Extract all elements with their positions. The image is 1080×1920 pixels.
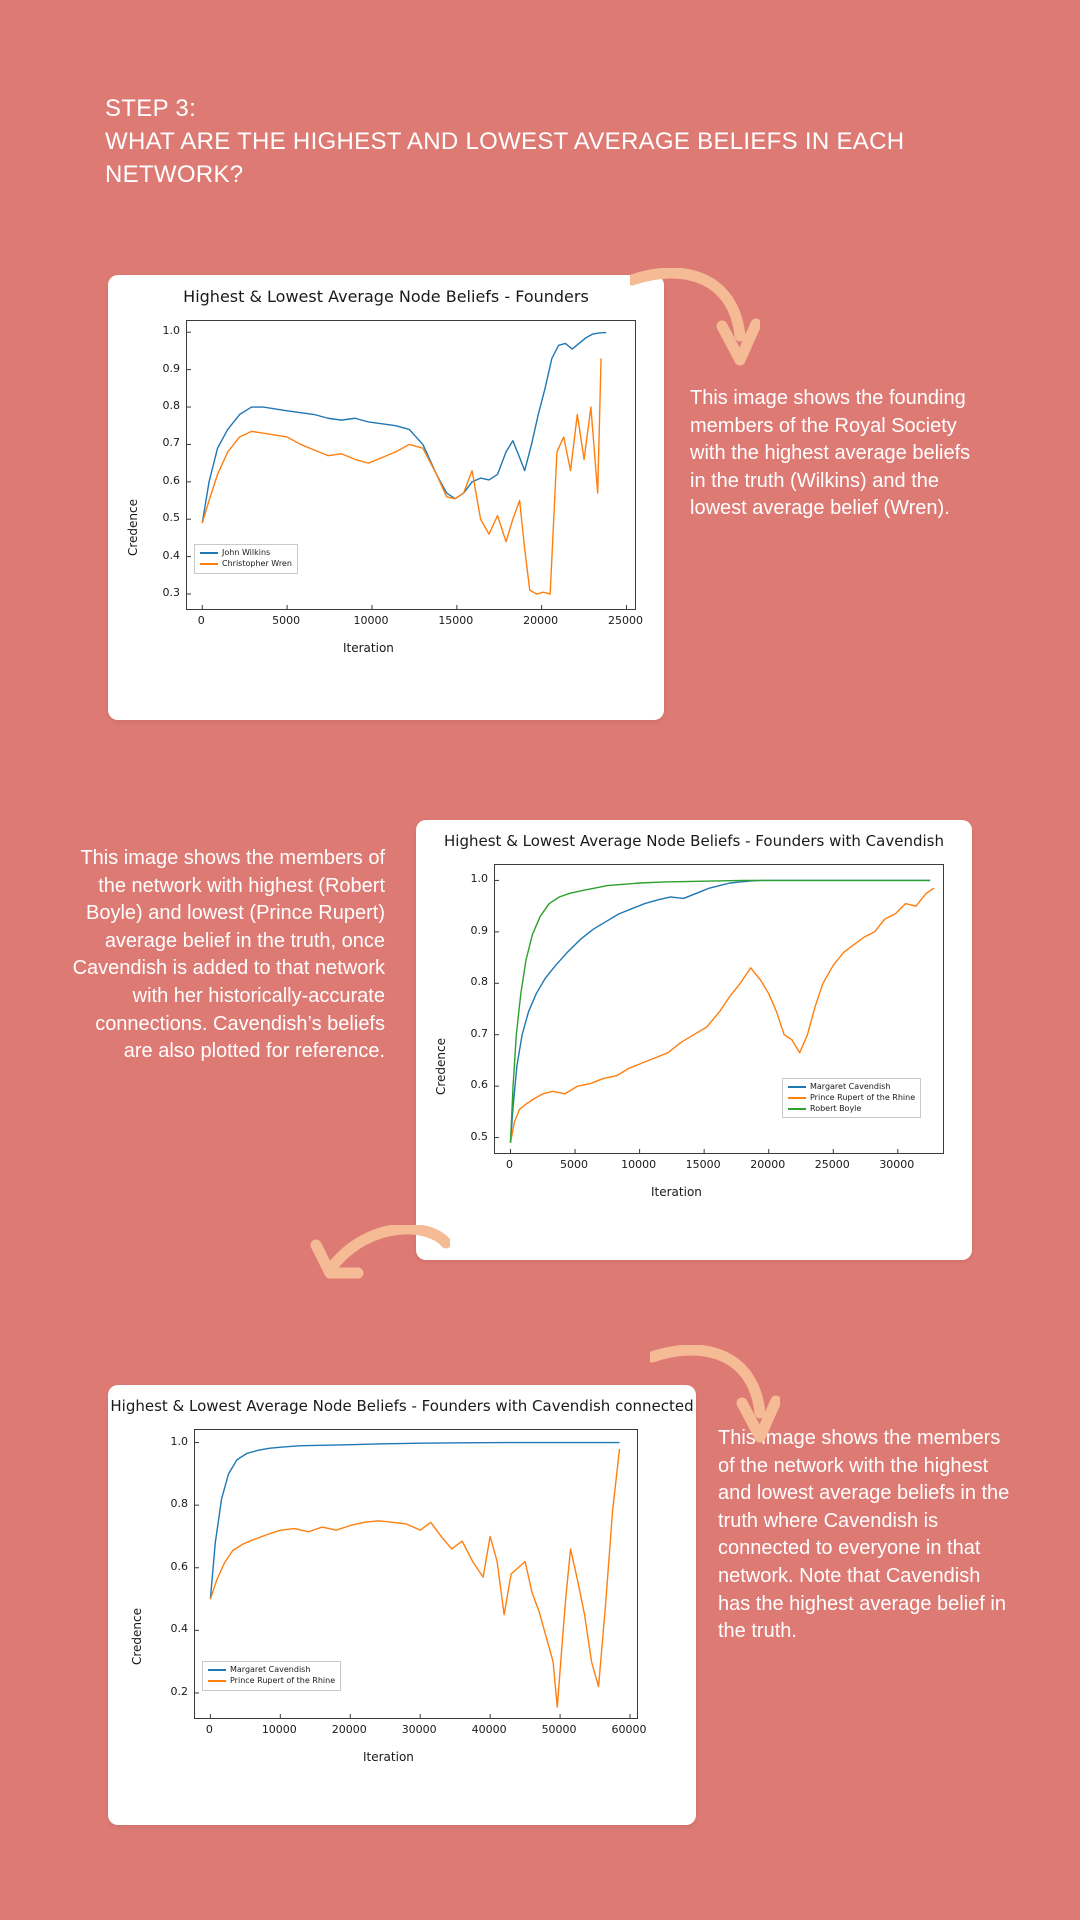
x-tick-label: 20000 — [750, 1158, 786, 1171]
chart-card-cavendish-connected — [108, 1385, 696, 1825]
legend-1 — [194, 544, 298, 574]
legend-label: Robert Boyle — [810, 1103, 862, 1113]
x-tick-label: 10000 — [353, 614, 389, 627]
x-tick-label: 0 — [505, 1158, 513, 1171]
x-tick-label: 5000 — [560, 1158, 589, 1171]
plot-area-1 — [108, 306, 664, 715]
y-tick-label: 0.7 — [470, 1026, 488, 1040]
x-tick-label: 15000 — [685, 1158, 721, 1171]
legend-item — [788, 1093, 915, 1104]
x-tick-label: 20000 — [331, 1723, 367, 1736]
y-axis-label: Credence — [130, 1607, 144, 1665]
x-tick-label: 30000 — [879, 1158, 915, 1171]
legend-swatch — [788, 1108, 806, 1110]
page-title-line2: WHAT ARE THE HIGHEST AND LOWEST AVERAGE BELIEFS IN EACH NETWORK? — [105, 128, 905, 189]
legend-item — [788, 1082, 915, 1093]
legend-item — [200, 548, 292, 559]
y-tick-label: 1.0 — [470, 872, 488, 886]
y-tick-label: 0.4 — [170, 1622, 188, 1636]
x-tick-label: 15000 — [438, 614, 474, 627]
legend-swatch — [788, 1097, 806, 1099]
x-tick-label: 60000 — [611, 1723, 647, 1736]
legend-2 — [782, 1078, 921, 1118]
x-tick-label: 25000 — [608, 614, 643, 627]
plot-area-2 — [416, 850, 972, 1254]
y-tick-label: 0.8 — [470, 975, 488, 989]
legend-label: Margaret Cavendish — [810, 1082, 891, 1091]
annotation-note-3: This image shows the members of the network with the highest and lowest average beliefs in the truth where Cavendish is connected to everyone in that network. Note that Cavendish has the highest average belief in the truth. — [718, 1427, 1010, 1643]
annotation-note-2: This image shows the members of the network with highest (Robert Boyle) and lowest (Prince Rupert) average belief in the truth, once Cavendish is added to that network with her historically-accurate connections. Cavendish’s beliefs are also plotted for reference. — [72, 847, 385, 1063]
x-tick-label: 10000 — [621, 1158, 657, 1171]
y-tick-label: 0.5 — [470, 1129, 488, 1143]
x-tick-label: 30000 — [401, 1723, 437, 1736]
legend-item — [208, 1665, 335, 1676]
x-tick-label: 40000 — [471, 1723, 507, 1736]
legend-swatch — [200, 563, 218, 565]
page-title — [105, 92, 945, 191]
y-tick-label: 0.6 — [162, 473, 180, 487]
y-tick-label: 0.7 — [162, 436, 180, 450]
y-tick-label: 0.9 — [162, 361, 180, 375]
chart-title: Highest & Lowest Average Node Beliefs - Founders — [183, 287, 589, 306]
legend-swatch — [788, 1086, 806, 1088]
y-tick-label: 1.0 — [170, 1434, 188, 1448]
legend-item — [788, 1104, 915, 1115]
x-axis-label: Iteration — [343, 641, 394, 655]
legend-label: Christopher Wren — [222, 558, 292, 568]
annotation-note-1: This image shows the founding members of the Royal Society with the highest average beliefs in the truth (Wilkins) and the lowest average belief (Wren). — [690, 387, 971, 520]
curved-arrow-icon — [650, 1345, 780, 1455]
page-title-line1: STEP 3: — [105, 95, 197, 122]
legend-item — [200, 559, 292, 570]
x-tick-label: 0 — [205, 1723, 213, 1736]
legend-3 — [202, 1661, 341, 1691]
y-axis-label: Credence — [434, 1037, 448, 1095]
y-tick-label: 1.0 — [162, 324, 180, 338]
chart-title: Highest & Lowest Average Node Beliefs - Founders with Cavendish connected — [110, 1397, 694, 1415]
x-tick-label: 10000 — [261, 1723, 297, 1736]
legend-swatch — [200, 552, 218, 554]
curved-arrow-icon — [630, 268, 760, 378]
x-tick-label: 0 — [197, 614, 205, 627]
y-tick-label: 0.9 — [470, 923, 488, 937]
x-axis-label: Iteration — [651, 1185, 702, 1199]
y-tick-label: 0.6 — [470, 1078, 488, 1092]
x-tick-label: 50000 — [541, 1723, 577, 1736]
x-tick-label: 20000 — [523, 614, 559, 627]
legend-label: John Wilkins — [222, 548, 271, 557]
y-tick-label: 0.2 — [170, 1684, 188, 1698]
x-axis-label: Iteration — [363, 1750, 414, 1764]
legend-label: Prince Rupert of the Rhine — [810, 1092, 916, 1102]
plot-area-3 — [108, 1415, 696, 1819]
legend-swatch — [208, 1680, 226, 1682]
chart-card-founders — [108, 275, 664, 720]
y-tick-label: 0.4 — [162, 548, 180, 562]
y-tick-label: 0.5 — [162, 511, 180, 525]
chart-card-founders-cavendish — [416, 820, 972, 1260]
y-axis-label: Credence — [126, 498, 140, 556]
x-tick-label: 25000 — [814, 1158, 850, 1171]
y-tick-label: 0.8 — [162, 399, 180, 413]
y-tick-label: 0.6 — [170, 1559, 188, 1573]
x-tick-label: 5000 — [272, 614, 301, 627]
y-tick-label: 0.8 — [170, 1497, 188, 1511]
legend-swatch — [208, 1669, 226, 1671]
y-tick-label: 0.3 — [162, 586, 180, 600]
legend-item — [208, 1676, 335, 1687]
legend-label: Margaret Cavendish — [230, 1665, 311, 1674]
chart-title: Highest & Lowest Average Node Beliefs - Founders with Cavendish — [444, 832, 944, 850]
legend-label: Prince Rupert of the Rhine — [230, 1675, 336, 1685]
curved-arrow-icon — [310, 1225, 450, 1335]
